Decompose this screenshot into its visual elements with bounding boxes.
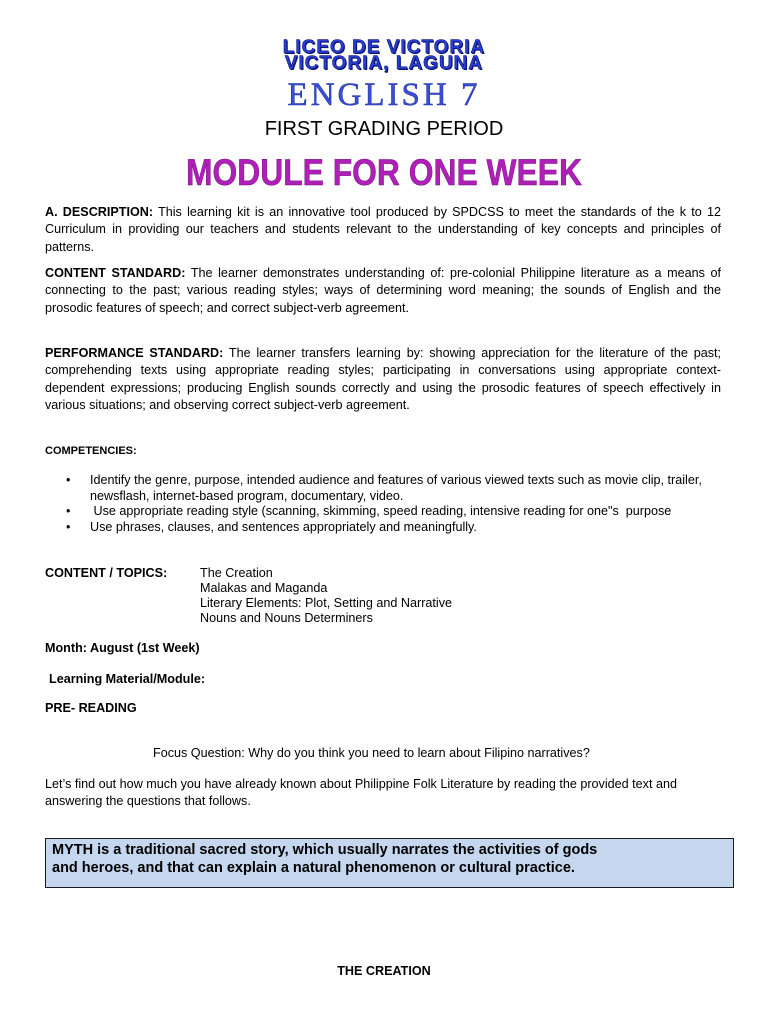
description-text: This learning kit is an innovative tool produced by SPDCSS to meet the standards of the k to 12 Curriculum in providing our teachers and students relevant to the understanding of key concepts and principles of patterns. [45,205,721,254]
subject-title: ENGLISH 7 [287,77,481,113]
topic-item: Nouns and Nouns Determiners [200,611,373,625]
content-standard-label: CONTENT STANDARD: [45,266,186,280]
performance-standard-label: PERFORMANCE STANDARD: [45,346,224,360]
story-title: THE CREATION [337,964,431,978]
competency-text: Use phrases, clauses, and sentences appropriately and meaningfully. [90,519,477,534]
grading-period: FIRST GRADING PERIOD [264,118,504,140]
content-standard-paragraph [45,265,721,317]
bullet-icon: • [66,504,71,518]
topics-label: CONTENT / TOPICS: [45,566,168,580]
topic-item: The Creation [200,566,273,580]
intro-paragraph: Let’s find out how much you have already known about Philippine Folk Literature by reading the provided text and answering the questions that follows. [45,777,677,808]
module-title: MODULE FOR ONE WEEK [185,152,582,193]
school-location: VICTORIA, LAGUNA [284,53,484,74]
focus-question: Focus Question: Why do you think you need to learn about Filipino narratives? [153,746,590,760]
description-paragraph [45,204,721,256]
topic-item: Malakas and Maganda [200,581,328,595]
competencies-heading: COMPETENCIES: [45,445,137,457]
performance-standard-text: The learner transfers learning by: showing appreciation for the literature of the past; comprehending texts using appropriate reading styles; participating in conversations using appropriate context-dependent expressions; producing English sounds correctly and using the prosodic features of speech effectively in various situations; and observing correct subject-verb agreement. [45,346,721,413]
competency-text: Use appropriate reading style (scanning, skimming, speed reading, intensive reading for one"s purpose [90,504,672,518]
learning-material-label: Learning Material/Module: [49,672,206,686]
topic-item: Literary Elements: Plot, Setting and Narrative [200,596,452,610]
myth-definition-line: MYTH is a traditional sacred story, which usually narrates the activities of gods [52,842,598,858]
pre-reading-heading: PRE- READING [45,701,137,715]
content-standard-text: The learner demonstrates understanding of: pre-colonial Philippine literature as a means of connecting to the past; various reading styles; ways of determining word meaning; the sounds of English and the prosodic features of speech; and correct subject-verb agreement. [45,266,722,315]
myth-definition-box [45,838,734,888]
school-name: LICEO DE VICTORIA [282,37,486,58]
list-item [64,473,724,504]
competencies-list [64,473,724,535]
bullet-icon: • [66,519,71,534]
list-item [64,504,724,520]
bullet-icon: • [66,473,71,487]
month-line: Month: August (1st Week) [45,641,200,655]
list-item [64,520,724,536]
myth-definition-line: and heroes, and that can explain a natural phenomenon or cultural practice. [52,860,575,876]
description-label: A. DESCRIPTION: [45,205,154,219]
competency-text: Identify the genre, purpose, intended audience and features of various viewed texts such as movie clip, trailer, newsflash, internet-based program, documentary, video. [90,473,702,503]
performance-standard-paragraph [45,345,721,415]
